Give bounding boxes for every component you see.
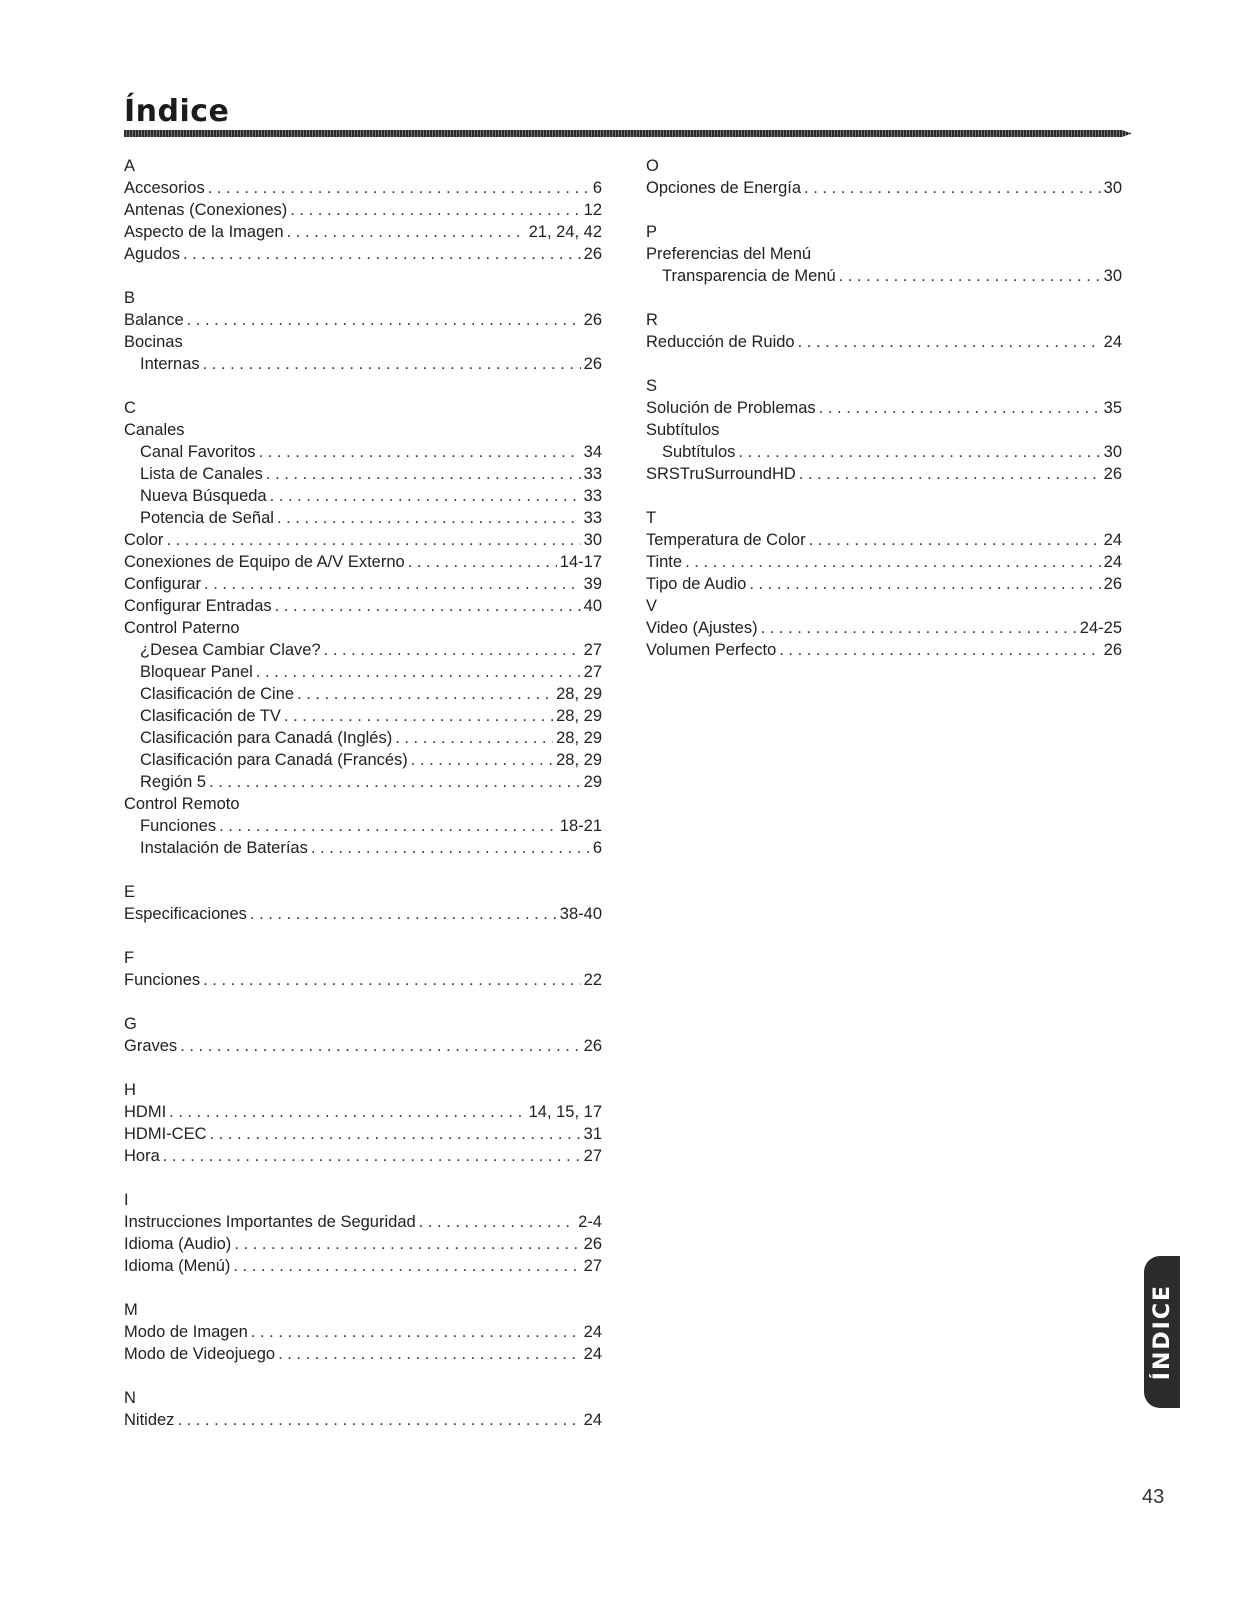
entry-page: 22 [583,971,602,989]
index-section-r [646,309,1122,353]
entry-page: 39 [583,575,602,593]
entry-label: Clasificación de TV [140,707,281,725]
dot-leader [311,837,590,859]
entry-page: 26 [583,1235,602,1253]
dot-leader [819,397,1101,419]
entry-label: Balance [124,311,184,329]
entry-page: 24 [1103,531,1122,549]
entry-label: Canales [124,421,185,439]
entry-page: 6 [592,839,602,857]
index-entry [646,397,1122,419]
entry-page: 26 [583,245,602,263]
dot-leader [779,639,1100,661]
dot-leader [685,551,1101,573]
section-letter: G [124,1015,137,1033]
entry-page: 28, 29 [556,685,602,703]
entry-label: Aspecto de la Imagen [124,223,284,241]
entry-label: Volumen Perfecto [646,641,777,659]
dot-leader [219,815,557,837]
entry-label: Idioma (Audio) [124,1235,232,1253]
entry-page: 14-17 [559,553,602,571]
index-entry [646,617,1122,639]
entry-label: Idioma (Menú) [124,1257,231,1275]
dot-leader [203,353,581,375]
entry-label: HDMI [124,1103,167,1121]
entry-page: 30 [1103,267,1122,285]
entry-label: Hora [124,1147,160,1165]
dot-leader [250,903,557,925]
section-letter: M [124,1301,138,1319]
index-entry [124,1145,602,1167]
dot-leader [256,661,581,683]
index-entry [124,199,602,221]
dot-leader [183,243,581,265]
dot-leader [210,1123,581,1145]
index-section-p [646,221,1122,287]
index-entry [124,1409,602,1431]
section-letter: I [124,1191,129,1209]
entry-page: 26 [583,311,602,329]
entry-page: 26 [1103,575,1122,593]
index-entry [124,1343,602,1365]
dot-leader [233,1255,580,1277]
index-entry [124,1321,602,1343]
dot-leader [284,705,553,727]
dot-leader [290,199,580,221]
entry-label: Clasificación para Canadá (Inglés) [140,729,393,747]
entry-page: 30 [1103,443,1122,461]
entry-page: 28, 29 [556,707,602,725]
index-entry [124,507,602,529]
dot-leader [419,1211,575,1233]
index-entry [124,419,602,441]
dot-leader [798,331,1101,353]
entry-page: 29 [583,773,602,791]
entry-page: 27 [583,1257,602,1275]
section-letter: E [124,883,136,901]
entry-page: 26 [1103,465,1122,483]
dot-leader [738,441,1100,463]
index-section-o [646,155,1122,199]
section-letter: R [646,311,658,329]
entry-label: Funciones [124,971,201,989]
index-entry [646,177,1122,199]
index-entry [124,903,602,925]
index-entry [124,309,602,331]
index-section-b [124,287,602,375]
entry-page: 28, 29 [556,729,602,747]
entry-label: Potencia de Señal [140,509,274,527]
index-entry [646,551,1122,573]
dot-leader [234,1233,580,1255]
entry-page: 21, 24, 42 [528,223,602,241]
index-entry [646,243,1122,265]
index-entry [124,771,602,793]
index-entry [646,639,1122,661]
dot-leader [411,749,553,771]
index-entry [124,529,602,551]
entry-label: Temperatura de Color [646,531,806,549]
index-entry [124,837,602,859]
dot-leader [278,1343,581,1365]
entry-page: 24 [583,1323,602,1341]
index-section-i [124,1189,602,1277]
index-section-e [124,881,602,925]
side-tab-label: ÍNDICE [1149,1283,1175,1381]
entry-page: 33 [583,465,602,483]
entry-label: Lista de Canales [140,465,263,483]
entry-page: 24 [1103,553,1122,571]
entry-page: 27 [583,663,602,681]
index-entry [124,1211,602,1233]
entry-page: 6 [592,179,602,197]
entry-label: Clasificación para Canadá (Francés) [140,751,408,769]
index-entry [124,793,602,815]
entry-label: Control Paterno [124,619,240,637]
section-letter: F [124,949,135,967]
index-entry [124,683,602,705]
entry-page: 26 [1103,641,1122,659]
entry-label: Subtítulos [662,443,736,461]
entry-label: Control Remoto [124,795,240,813]
index-section-s [646,375,1122,485]
page-number: 43 [1142,1486,1165,1508]
dot-leader [324,639,581,661]
index-entry [124,1101,602,1123]
entry-page: 14, 15, 17 [528,1103,602,1121]
entry-label: Color [124,531,164,549]
dot-leader [297,683,553,705]
dot-leader [187,309,581,331]
entry-page: 24 [1103,333,1122,351]
index-section-c [124,397,602,859]
dot-leader [395,727,553,749]
dot-leader [809,529,1101,551]
entry-page: 12 [583,201,602,219]
index-section-h [124,1079,602,1167]
section-letter: O [646,157,659,175]
entry-label: Especificaciones [124,905,247,923]
entry-page: 24 [583,1345,602,1363]
dot-leader [839,265,1101,287]
index-entry [124,1233,602,1255]
index-entry [646,463,1122,485]
entry-label: Nueva Búsqueda [140,487,267,505]
dot-leader [166,529,580,551]
entry-page: 26 [583,1037,602,1055]
dot-leader [204,573,581,595]
entry-page: 34 [583,443,602,461]
dot-leader [287,221,526,243]
title-rule [124,130,1132,137]
dot-leader [203,969,581,991]
index-entry [124,243,602,265]
index-entry [646,265,1122,287]
dot-leader [180,1035,580,1057]
index-column-right [646,155,1122,661]
dot-leader [799,463,1101,485]
entry-label: Subtítulos [646,421,720,439]
section-letter: H [124,1081,136,1099]
dot-leader [266,463,581,485]
index-entry [124,485,602,507]
entry-label: Agudos [124,245,180,263]
entry-label: Región 5 [140,773,207,791]
entry-page: 33 [583,509,602,527]
entry-label: HDMI-CEC [124,1125,207,1143]
index-side-tab [1144,1256,1180,1408]
index-entry [124,595,602,617]
entry-label: Reducción de Ruido [646,333,795,351]
entry-page: 2-4 [578,1213,602,1231]
index-entry [124,1255,602,1277]
index-entry [124,617,602,639]
entry-label: Graves [124,1037,178,1055]
dot-leader [163,1145,581,1167]
entry-page: 18-21 [559,817,602,835]
entry-label: Solución de Problemas [646,399,816,417]
dot-leader [804,177,1101,199]
entry-label: Preferencias del Menú [646,245,812,263]
section-letter: P [646,223,658,241]
index-entry [124,727,602,749]
index-section-f [124,947,602,991]
entry-page: 26 [583,355,602,373]
index-entry [124,463,602,485]
entry-label: Configurar Entradas [124,597,272,615]
section-letter: S [646,377,658,395]
entry-label: Instrucciones Importantes de Seguridad [124,1213,416,1231]
entry-page: 30 [583,531,602,549]
dot-leader [208,177,590,199]
dot-leader [259,441,581,463]
entry-label: Tinte [646,553,683,571]
index-entry [124,705,602,727]
entry-page: 38-40 [559,905,602,923]
index-entry [646,441,1122,463]
dot-leader [275,595,581,617]
entry-label: Internas [140,355,200,373]
index-entry [124,969,602,991]
section-letter: A [124,157,136,175]
index-entry [124,573,602,595]
entry-page: 24 [583,1411,602,1429]
index-entry [124,815,602,837]
index-entry [646,529,1122,551]
index-entry [124,177,602,199]
page-title: Índice [124,94,230,129]
section-letter: B [124,289,136,307]
index-entry [124,221,602,243]
index-section-g [124,1013,602,1057]
dot-leader [277,507,581,529]
index-section-n [124,1387,602,1431]
section-letter: C [124,399,136,417]
index-section-v [646,595,1122,661]
entry-page: 24-25 [1079,619,1122,637]
entry-page: 28, 29 [556,751,602,769]
dot-leader [408,551,557,573]
index-section-t [646,507,1122,595]
entry-page: 27 [583,1147,602,1165]
entry-label: Antenas (Conexiones) [124,201,288,219]
entry-page: 30 [1103,179,1122,197]
entry-label: Conexiones de Equipo de A/V Externo [124,553,405,571]
dot-leader [177,1409,580,1431]
dot-leader [209,771,581,793]
index-entry [646,573,1122,595]
entry-label: Funciones [140,817,217,835]
entry-page: 35 [1103,399,1122,417]
entry-label: Configurar [124,575,202,593]
index-entry [124,639,602,661]
entry-label: Modo de Videojuego [124,1345,276,1363]
entry-page: 40 [583,597,602,615]
index-entry [124,1123,602,1145]
entry-label: Accesorios [124,179,205,197]
index-entry [646,331,1122,353]
entry-label: ¿Desea Cambiar Clave? [140,641,321,659]
dot-leader [749,573,1100,595]
entry-label: Tipo de Audio [646,575,747,593]
dot-leader [270,485,581,507]
index-entry [124,331,602,353]
entry-page: 31 [583,1125,602,1143]
index-entry [124,441,602,463]
entry-label: Modo de Imagen [124,1323,248,1341]
entry-label: Nitidez [124,1411,175,1429]
dot-leader [169,1101,525,1123]
index-entry [124,1035,602,1057]
entry-label: Opciones de Energía [646,179,802,197]
index-section-m [124,1299,602,1365]
dot-leader [251,1321,581,1343]
index-column-left [124,155,602,1431]
entry-page: 27 [583,641,602,659]
section-letter: T [646,509,657,527]
dot-leader [761,617,1077,639]
index-entry [124,551,602,573]
index-entry [124,661,602,683]
entry-label: Clasificación de Cine [140,685,295,703]
index-entry [124,353,602,375]
entry-label: Video (Ajustes) [646,619,758,637]
section-letter: N [124,1389,136,1407]
entry-label: SRSTruSurroundHD [646,465,796,483]
index-entry [646,419,1122,441]
entry-label: Bloquear Panel [140,663,253,681]
entry-label: Canal Favoritos [140,443,256,461]
entry-label: Instalación de Baterías [140,839,308,857]
entry-page: 33 [583,487,602,505]
section-letter: V [646,597,658,615]
index-entry [124,749,602,771]
index-section-a [124,155,602,265]
entry-label: Transparencia de Menú [662,267,836,285]
entry-label: Bocinas [124,333,183,351]
